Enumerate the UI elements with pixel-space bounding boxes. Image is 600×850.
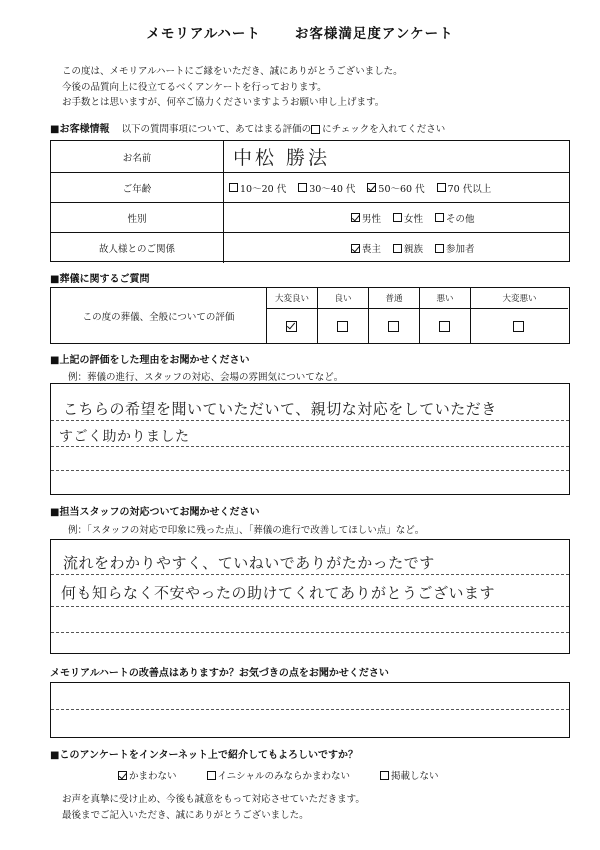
checkbox[interactable]	[437, 183, 446, 192]
relation-options	[351, 233, 569, 263]
name-value: 中松 勝法	[233, 147, 331, 169]
age-options	[229, 173, 569, 202]
rating-label: 大変良い	[267, 288, 317, 309]
publish-option[interactable]: 掲載しない	[380, 768, 439, 782]
funeral-rating-table	[50, 287, 570, 344]
relation-option[interactable]: 親族	[393, 241, 423, 255]
name-field[interactable]	[229, 141, 569, 172]
publish-option[interactable]: かまわない	[118, 768, 177, 782]
rating-label: 普通	[369, 288, 419, 309]
rating-col	[317, 288, 368, 343]
age-option[interactable]: 30～40 代	[298, 181, 355, 195]
gender-label: 性別	[51, 203, 224, 232]
staff-example: 例：「スタッフの対応で印象に残った点」、「葬儀の進行で改善してほしい点」など。	[68, 525, 425, 536]
age-option[interactable]: 10～20 代	[229, 181, 286, 195]
publish-option[interactable]: イニシャルのみならかまわない	[207, 768, 350, 782]
intro-line: この度は、メモリアルハートにご縁をいただき、誠にありがとうございました。	[62, 66, 403, 77]
age-label: ご年齢	[51, 173, 224, 202]
staff-answer-line: 何も知らなく不安やったの助けてくれてありがとうございます	[61, 584, 496, 602]
rating-label: 悪い	[420, 288, 470, 309]
relation-label: 故人様とのご関係	[51, 233, 224, 263]
intro-line: 今後の品質向上に役立てるべくアンケートを行っております。	[62, 81, 327, 93]
gender-options	[351, 203, 569, 232]
checkbox[interactable]	[439, 321, 450, 332]
page-title	[0, 22, 600, 42]
checkbox-checked[interactable]	[286, 321, 297, 332]
age-option[interactable]: 70 代以上	[437, 181, 492, 195]
publish-options	[118, 768, 468, 782]
publish-heading: ■このアンケートをインターネット上で紹介してもよろしいですか？	[50, 750, 358, 761]
reason-example: 例：葬儀の進行、スタッフの対応、会場の雰囲気についてなど。	[68, 372, 344, 383]
checkbox-checked[interactable]	[367, 183, 376, 192]
rating-label: 大変悪い	[471, 288, 568, 309]
rating-col	[266, 288, 317, 343]
checkbox[interactable]	[298, 183, 307, 192]
reason-heading: ■上記の評価をした理由をお聞かせください	[50, 355, 250, 366]
name-row	[51, 141, 569, 173]
improvement-heading: メモリアルハートの改善点はありますか？お気づきの点をお聞かせください	[50, 668, 389, 679]
improvement-answer-box[interactable]	[50, 682, 570, 738]
checkbox-checked[interactable]	[351, 244, 360, 253]
gender-option[interactable]: 女性	[393, 211, 423, 225]
checkbox[interactable]	[393, 244, 402, 253]
checkbox[interactable]	[207, 771, 216, 780]
reason-answer-box[interactable]	[50, 383, 570, 495]
rating-col	[470, 288, 568, 343]
gender-option[interactable]: 男性	[351, 211, 381, 225]
name-label: お名前	[51, 141, 224, 172]
rating-col	[368, 288, 419, 343]
checkbox[interactable]	[513, 321, 524, 332]
customer-info-table	[50, 140, 570, 262]
checkbox[interactable]	[380, 771, 389, 780]
checkbox[interactable]	[435, 213, 444, 222]
gender-row	[51, 203, 569, 233]
relation-row	[51, 233, 569, 263]
closing-line: お声を真摯に受け止め、今後も誠意をもって対応させていただきます。	[62, 794, 365, 805]
checkbox[interactable]	[229, 183, 238, 192]
age-option[interactable]: 50～60 代	[367, 181, 424, 195]
staff-heading: ■担当スタッフの対応ついてお聞かせください	[50, 507, 260, 518]
funeral-heading: ■葬儀に関するご質問	[50, 274, 150, 285]
closing-text	[62, 792, 365, 823]
example-checkbox-icon	[311, 125, 320, 134]
customer-info-heading: ■お客様情報 以下の質問事項について、あてはまる評価の にチェックを入れてください	[50, 124, 446, 135]
closing-line: 最後までご記入いただき、誠にありがとうございました。	[62, 809, 309, 821]
checkbox[interactable]	[393, 213, 402, 222]
checkbox-checked[interactable]	[351, 213, 360, 222]
checkbox[interactable]	[388, 321, 399, 332]
reason-answer-line: すごく助かりました	[59, 429, 190, 445]
company-name: メモリアルハート	[146, 26, 261, 42]
checkbox-checked[interactable]	[118, 771, 127, 780]
staff-answer-line: 流れをわかりやすく、ていねいでありがたかったです	[63, 554, 435, 572]
gender-option[interactable]: その他	[435, 211, 475, 225]
funeral-rating-label: この度の葬儀、全般についての評価	[51, 288, 267, 343]
checkbox[interactable]	[435, 244, 444, 253]
relation-option[interactable]: 喪主	[351, 241, 381, 255]
rating-label: 良い	[318, 288, 368, 309]
checkbox[interactable]	[337, 321, 348, 332]
survey-title: お客様満足度アンケート	[294, 26, 454, 42]
age-row	[51, 173, 569, 203]
intro-line: お手数とは思いますが、何卒ご協力くださいますようお願い申し上げます。	[62, 97, 385, 108]
intro-text	[62, 64, 403, 111]
relation-option[interactable]: 参加者	[435, 241, 475, 255]
staff-answer-box[interactable]	[50, 539, 570, 654]
rating-col	[419, 288, 470, 343]
reason-answer-line: こちらの希望を聞いていただいて、親切な対応をしていただき	[63, 400, 497, 418]
